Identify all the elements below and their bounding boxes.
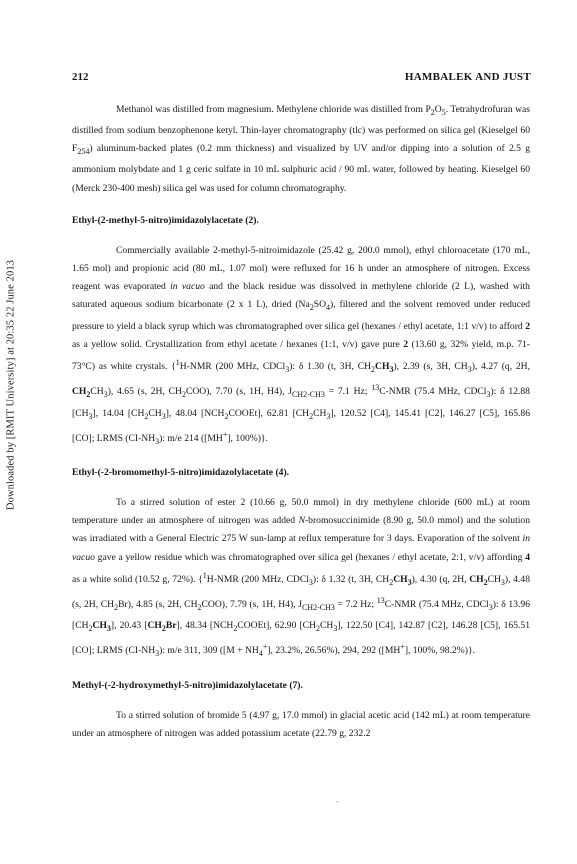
download-watermark-text: Downloaded by [RMIT University] at 20:35 22 June 2013	[5, 259, 17, 511]
procedure-paragraph-4: To a stirred solution of ester 2 (10.66 g, 50.0 mmol) in dry methylene chloride (600 mL) at room temperature under an atmosphere of nitrogen was added N-bromosuccinimide (8.90 g, 50.0 mmol) and the solution was irradiated with a General Electric 275 W sun-lamp at reflux temperature for 3 days. Evaporation of the solvent in vacuo gave a yellow residue which was chromatographed over silica gel (hexanes / ethyl acetate, 2:1, v/v) affording 4 as a white solid (10.52 g, 72%). {$^1$H-NMR (200 MHz, CDCl$_3$): δ 1.32 (t, 3H, $CH_2CH_3$), 4.30 (q, 2H, $CH_2CH_3$), 4.48 (s, 2H, $CH_2Br$), 4.85 (s, 2H, $CH_2COO$), 7.79 (s, 1H, H4), $J_{CH2-CH3} = 7.2$ Hz; $^{13}$C-NMR (75.4 MHz, CDCl$_3$): δ 13.96 $[CH_2CH_3]$, 20.43 $[CH_2Br]$, 48.34 $[NCH_2COOEt]$, 62.90 $[CH_2CH_3]$, 122.50 [C4], 142.87 [C2], 146.28 [C5], 165.51 [CO]; LRMS $(CI-NH_3)$: m/e 311, 309 ($[M + NH_4^+]$, 23.2%, 26.56%), 294, 292 ([MH+], 100%, 98.2%)}.	[72, 496, 530, 659]
article-body	[72, 101, 530, 743]
section-title-methyl-hydroxymethyl: Methyl-(-2-hydroxymethyl-5-nitro)imidazolylacetate (7).	[72, 679, 303, 691]
procedure-paragraph-2: Commercially available 2-methyl-5-nitroimidazole (25.42 g, 200.0 mmol), ethyl chloroacetate (170 mL, 1.65 mol) and propionic acid (80 mL, 1.07 mol) were refluxed for 16 h under an atmosphere of nitrogen. Excess reagent was evaporated in vacuo and the black residue was dissolved in methylene chloride (2 L), washed with saturated aqueous sodium bicarbonate (2 x 1 L), dried $(Na_2SO_4)$, filtered and the solvent removed under reduced pressure to yield a black syrup which was chromatographed over silica gel (hexanes / ethyl acetate, 1:1 v/v) to afford 2 as a yellow solid. Crystallization from ethyl acetate / hexanes (1:1, v/v) gave pure 2 (13.60 g, 32% yield, m.p. 71-73°C) as white crystals. {$^1$H-NMR (200 MHz, CDCl$_3$): δ 1.30 (t, 3H, $CH_2CH_3$), 2.39 (s, 3H, $CH_3$), 4.27 (q, 2H, $CH_2CH_3$), 4.65 (s, 2H, $CH_2COO$), 7.70 (s, 1H, H4), $J_{CH2-CH3} = 7.1$ Hz; $^{13}$C-NMR (75.4 MHz, CDCl$_3$): δ 12.88 $[CH_3]$, 14.04 $[CH_2CH_3]$, 48.04 $[NCH_2COOEt]$, 62.81 $[CH_2CH_3]$, 120.52 [C4], 145.41 [C2], 146.27 [C5], 165.86 [CO]; LRMS $(CI-NH_3)$: m/e 214 ([MH+], 100%)}.	[72, 244, 531, 446]
download-watermark	[4, 170, 18, 600]
section-title-ethyl-methyl-nitro: Ethyl-(2-methyl-5-nitro)imidazolylacetate (2).	[72, 214, 259, 226]
page-number: 212	[72, 71, 89, 83]
procedure-paragraph-7: To a stirred solution of bromide 5 (4.97 g, 17.0 mmol) in glacial acetic acid (142 mL) at room temperature under an atmosphere of nitrogen was added potassium acetate (22.79 g, 232.2	[72, 709, 530, 739]
running-head: HAMBALEK AND JUST	[404, 71, 531, 83]
section-title-ethyl-bromomethyl: Ethyl-(-2-bromomethyl-5-nitro)imidazolylacetate (4).	[72, 466, 290, 478]
page-header	[72, 71, 531, 85]
footer-mark: -	[336, 797, 339, 806]
general-methods-paragraph: Methanol was distilled from magnesium. Methylene chloride was distilled from $P_2O_5$. Tetrahydrofuran was distilled from sodium benzophenone ketyl. Thin-layer chromatography (tlc) was performed on silica gel (Kieselgel 60 $F_{254}$) aluminum-backed plates (0.2 mm thickness) and visualized by UV and/or dipping into a solution of 2.5 g ammonium molybdate and 1 g ceric sulfate in 10 mL sulphuric acid / 90 mL water, followed by heating. Kieselgel 60 (Merck 230-400 mesh) silica gel was used for column chromatography.	[72, 104, 530, 194]
